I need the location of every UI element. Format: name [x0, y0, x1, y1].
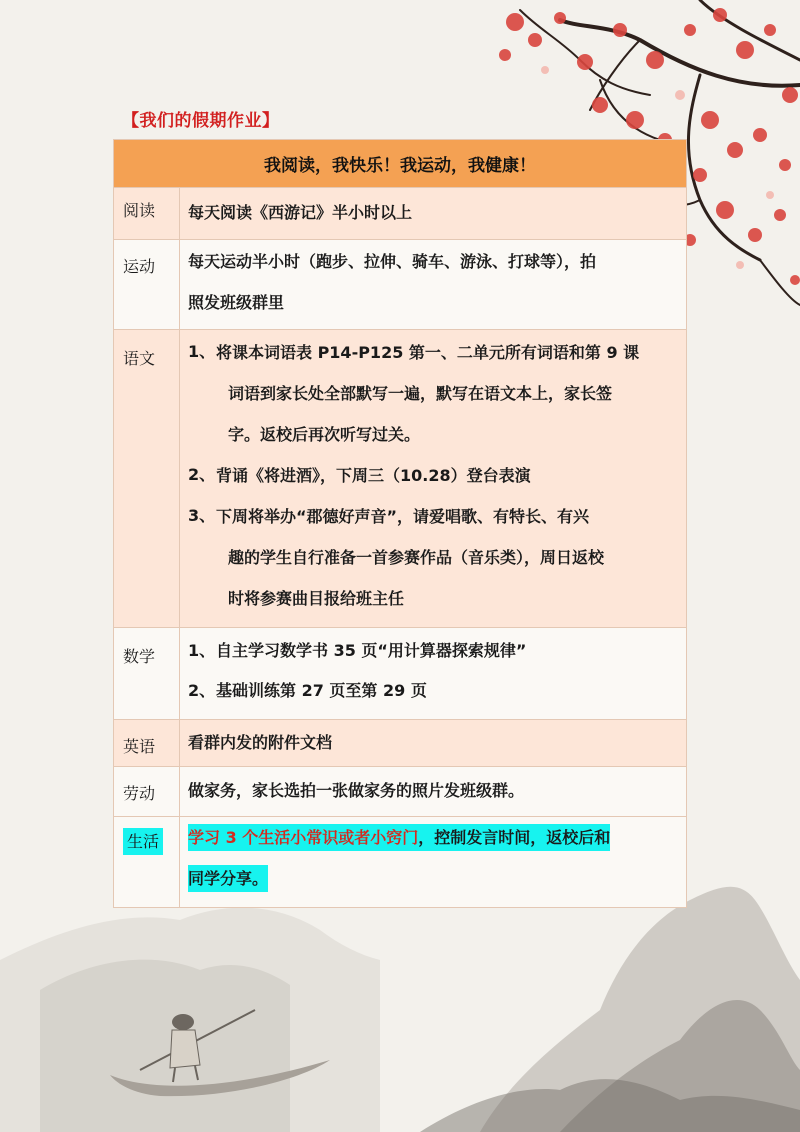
item-line: 时将参赛曲目报给班主任	[228, 589, 405, 608]
row-labor	[114, 767, 687, 817]
row-english	[114, 720, 687, 767]
row-chinese	[114, 330, 687, 628]
item-text: 基础训练第 27 页至第 29 页	[216, 681, 427, 700]
item-line: 趣的学生自行准备一首参赛作品（音乐类），周日返校	[228, 548, 605, 567]
item-number: 2、	[188, 681, 216, 700]
subject-reading: 阅读	[114, 188, 180, 240]
life-highlight-red: 学习 3 个生活小常识或者小窍门	[188, 828, 419, 847]
item-line: 背诵《将进酒》，下周三（10.28）登台表演	[216, 466, 531, 485]
table-header: 我阅读，我快乐！我运动，我健康！	[114, 140, 687, 188]
content-chinese	[180, 330, 687, 628]
content-sports	[180, 240, 687, 330]
content-labor: 做家务，家长选拍一张做家务的照片发班级群。	[180, 767, 687, 817]
item-text: 自主学习数学书 35 页“用计算器探索规律”	[216, 641, 527, 660]
life-line-2: 同学分享。	[188, 865, 268, 892]
item-number: 3、	[188, 506, 216, 525]
content-english: 看群内发的附件文档	[180, 720, 687, 767]
ink-mountains	[0, 887, 800, 1132]
item-number: 1、	[188, 342, 216, 361]
table-header-row	[114, 140, 687, 188]
item-line: 将课本词语表 P14-P125 第一、二单元所有词语和第 9 课	[216, 343, 640, 362]
content-math	[180, 628, 687, 720]
sports-line-1: 每天运动半小时（跑步、拉伸、骑车、游泳、打球等），拍	[188, 252, 597, 271]
item-line: 字。返校后再次听写过关。	[228, 425, 421, 444]
math-item-1	[188, 631, 678, 671]
chinese-item-1	[188, 332, 678, 455]
row-reading	[114, 188, 687, 240]
subject-chinese: 语文	[114, 330, 180, 628]
content-life	[180, 817, 687, 908]
item-line: 下周将举办“郡德好声音”，请爱唱歌、有特长、有兴	[216, 507, 590, 526]
item-number: 1、	[188, 641, 216, 660]
chinese-item-3	[188, 496, 678, 619]
subject-labor: 劳动	[114, 767, 180, 817]
homework-table	[113, 139, 687, 908]
subject-math: 数学	[114, 628, 180, 720]
item-number: 2、	[188, 465, 216, 484]
row-life	[114, 817, 687, 908]
math-item-2	[188, 671, 678, 711]
row-sports	[114, 240, 687, 330]
subject-life: 生活	[123, 828, 163, 855]
subject-sports: 运动	[114, 240, 180, 330]
content-reading: 每天阅读《西游记》半小时以上	[180, 188, 687, 240]
sports-line-2: 照发班级群里	[188, 293, 285, 312]
row-math	[114, 628, 687, 720]
subject-english: 英语	[114, 720, 180, 767]
document-title: 【我们的假期作业】	[122, 111, 280, 131]
chinese-item-2	[188, 455, 678, 496]
item-line: 词语到家长处全部默写一遍，默写在语文本上，家长签	[228, 384, 613, 403]
life-text-rest: ，控制发言时间，返校后和	[418, 828, 611, 847]
